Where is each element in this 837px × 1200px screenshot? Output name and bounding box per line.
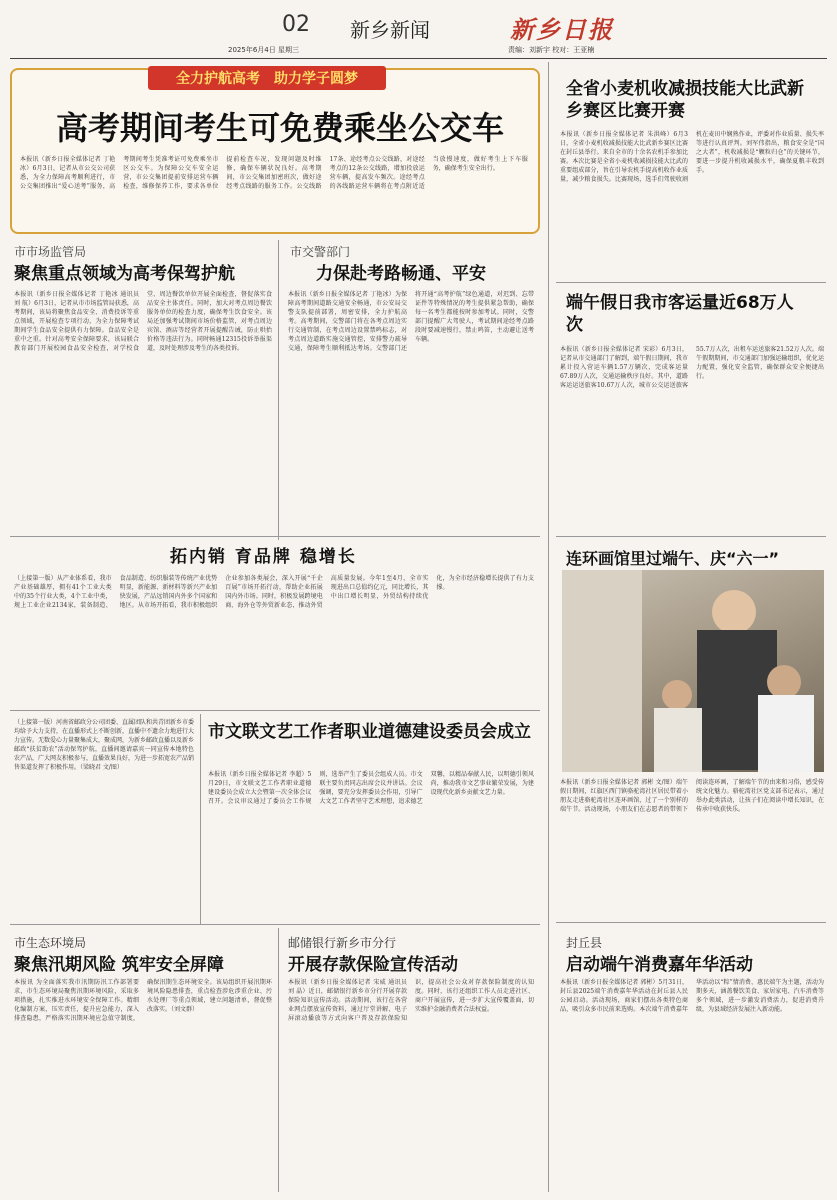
newspaper-logo: 新乡日报: [510, 15, 614, 44]
bottom-left-body: 本报讯 为全面落实我市汛期防汛工作部署要求，市生态环境局聚焦汛期环境风险，采取多项措施，扎实推进水环境安全保障工作。精细化编制方案，压实责任，提升应急能力，深入排查隐患，严格落实汛期环境应急值守制度，确保汛期生态环境安全。该局组织开展汛期环境风险隐患排查，重点检查涉危涉重企业、污水处理厂等重点领域，建立问题清单，督促整改落实。（刘文群）: [14, 979, 272, 1022]
bottom-divider: [278, 928, 279, 1192]
mid2-body: 本报讯（新乡日报全媒体记者 李超）5月29日，市文联文艺工作者职业道德建设委员会成立大会暨第一次全体会议召开。会议审议通过了委员会工作规则，选举产生了委员会组成人员。市文联主要负责同志出席会议并讲话。会议强调，要充分发挥委员会作用，引导广大文艺工作者坚守艺术理想，追求德艺双馨，以精品奉献人民，以明德引领风尚，推动我市文艺事业繁荣发展，为建设现代化新乡贡献文艺力量。: [208, 771, 534, 805]
right-rule-2: [556, 536, 826, 537]
bottom-mid-headline: 开展存款保险宣传活动: [288, 955, 458, 975]
bottom-left-kicker: 市生态环境局: [14, 936, 87, 950]
lead-headline: 高考期间考生可免费乘坐公交车: [55, 109, 504, 147]
masthead-rule: [10, 58, 827, 59]
mid-kicker: 市交警部门: [290, 245, 351, 259]
feature-rule: [10, 536, 540, 537]
right-top-headline: 全省小麦机收减损技能大比武新乡赛区比赛开赛: [566, 79, 804, 121]
right-top-body: 本报讯（新乡日报全媒体记者 朱洪峰）6月3日，全省小麦机收减损技能大比武新乡赛区比赛在封丘县举行。来自全市的十余名农机手参加比赛。本次比赛是全省小麦机收减损技能大比武的重要组成部分，旨在引导农机手提高机收作业质量，减少粮食损失。比赛现场，选手们驾驶收割机在麦田中娴熟作业，评委对作业质量、损失率等进行认真评判。刘军伟指出，粮食安全是“国之大者”，机收减损是“颗粒归仓”的关键环节，要进一步提升机收减损水平，确保夏粮丰收到手。: [560, 131, 824, 183]
row4-divider: [200, 714, 201, 924]
mid2-headline: 市文联文艺工作者职业道德建设委员会成立: [208, 722, 531, 742]
bottom-right-kicker: 封丘县: [566, 936, 603, 950]
bottom-right-body: 本报讯（新乡日报全媒体记者 郭彬）5月31日，封丘县2025端午消费嘉年华活动在封丘县人民公园启动。活动现场，商家们摆出各类特色商品，吸引众多市民前来选购。本次端午消费嘉年华活动以“粽”情消费、惠民端午为主题，活动为期多天，涵盖餐饮美食、家居家电、汽车消费等多个领域，进一步激发消费活力，促进消费升级，为县域经济发展注入新动能。: [560, 979, 824, 1013]
mid-headline: 力保赴考路畅通、平安: [316, 264, 486, 284]
feature-bottom-rule: [10, 710, 540, 711]
right-rule-1: [556, 282, 826, 283]
photo-story-image: [562, 570, 824, 772]
row4-bottom-rule: [10, 924, 540, 925]
left-headline: 聚焦重点领域为高考保驾护航: [14, 264, 235, 284]
bottom-mid-body: 本报讯（新乡日报全媒体记者 宋威 通讯员 刘 晶）近日，邮储银行新乡市分行开展存款保险知识宣传活动。活动期间，该行在各营业网点摆放宣传资料，通过厅堂讲解、电子屏滚动播放等方式向客户普及存款保险知识，提高社会公众对存款保险制度的认知度。同时，该行还组织工作人员走进社区、商户开展宣传，进一步扩大宣传覆盖面，切实维护金融消费者合法权益。: [288, 979, 534, 1022]
photo-story-body: 本报讯（新乡日报全媒体记者 郭彬 文/图）端午假日期间，红旗区西门镇骆驼湾社区居民带着小朋友走进骆驼湾社区连环画馆，过了一个别样的端午节。活动现场，小朋友们在志愿者的带领下阅读连环画，了解端午节的由来和习俗，感受传统文化魅力。骆驼湾社区党支部书记表示，通过举办此类活动，让孩子们在阅读中增长知识，在传承中收获快乐。: [560, 779, 824, 813]
feature-body: （上接第一版）从产业体系看，我市产业基础雄厚，拥有41个工业大类中的35个行业大类，4个工业中类，规上工业企业2134家，装备制造、食品制造、纺织服装等传统产业优势明显，新能源、新材料等新兴产业加快发展，产品远销国内外多个国家和地区。从市场开拓看，我市积极组织企业参加各类展会，深入开展“千企百展”市场开拓行动，帮助企业拓展国内外市场。同时，积极发展跨境电商、海外仓等外贸新业态，推动外贸高质量发展。今年1至4月，全市实现进出口总值约亿元，同比增长，其中出口增长明显，外贸结构持续优化，为全市经济稳增长提供了有力支撑。: [14, 575, 534, 609]
right-mid-body: 本报讯（新乡日报全媒体记者 宋彩）6月3日，记者从市交通部门了解到，端午假日期间，我市累计投入营运车辆1.57万辆次，完成客运量67.89万人次，交通运输秩序良好。其中，道路客运运送旅客10.67万人次，城市公交运送旅客55.7万人次，出租车运送旅客21.52万人次。端午假期期间，市交通部门加强运输组织，优化运力配置，强化安全监管，确保群众安全便捷出行。: [560, 346, 824, 389]
page-number: 02: [282, 12, 310, 37]
photo-story-headline: 连环画馆里过端午、庆“六一”: [566, 549, 780, 568]
lead-banner: [148, 66, 386, 90]
banner-right: 助力学子圆梦: [274, 71, 358, 87]
editor-credit: 责编：刘新宇 校对：王亚楠: [508, 46, 595, 54]
right-divider: [548, 62, 549, 1192]
column-divider: [278, 240, 279, 540]
right-rule-3: [556, 922, 826, 923]
left2-body: （上接第一版）河南省邮政分公司团委、直属团队和共青团新乡市委均给予大力支持，在直播形式上不断创新，直播中不遗余力地进行大力宣传。无数爱心力量聚集成大，聚成网，为新乡邮政直播以及新乡邮政“扶贫助农”活动保驾护航，直播间邀请嘉宾一同宣传本地特色农产品，广大网友积极参与，直播效果良好，为进一步拓宽农产品销售渠道发挥了积极作用。（梁晓君 文/图）: [14, 719, 194, 771]
right-mid-headline: 端午假日我市客运量近68万人次: [566, 293, 794, 335]
lead-body: 本报讯（新乡日报全媒体记者 丁艳冰）6月3日，记者从市公交公司获悉，为全力保障高考顺利进行，市公交集团推出“爱心送考”服务，高考期间考生凭准考证可免费乘坐市区公交车。为保障公交车安全运营，市公交集团提前安排运营车辆检查，维修保养工作，要求各单位提前检查车况，发现问题及时维修，确保车辆状况良好。高考期间，市公交集团加密班次，做好途经考点线路的服务工作。公交线路17条、途经考点公交线路，对途经考点的12条公交线路，增加投放运营车辆，提高发车频次。途经考点的各线路运营车辆将在考点附近适当放慢速度，做好考生上下车服务，确保考生安全出行。: [20, 156, 528, 190]
issue-date: 2025年6月4日 星期三: [228, 46, 299, 54]
banner-left: 全力护航高考: [176, 71, 260, 87]
left-body: 本报讯（新乡日报全媒体记者 丁艳冰 通讯员 刘 航）6月3日，记者从市市场监管局获悉，高考期间，该局将聚焦食品安全、消费投诉等重点领域，开展检查专项行动，为全力保障考试期间学生食品安全提供有力保障。食品安全是重中之重。针对高考安全保障要求，该局联合教育部门开展校园食品安全检查，对学校食堂、周边餐饮单位开展全面检查，督促落实食品安全主体责任。同时，加大对考点周边餐饮服务单位的检查力度，确保考生饮食安全。该局还加强考试期间市场价格监管，对考点周边宾馆、酒店等经营者开展提醒告诫，防止哄抬价格等违法行为。同时畅通12315投诉举报渠道，及时处理涉及考生的各类投诉。: [14, 291, 272, 352]
bottom-left-headline: 聚焦汛期风险 筑牢安全屏障: [14, 955, 224, 975]
left-kicker: 市市场监管局: [14, 245, 87, 259]
feature-headline: 拓内销 育品牌 稳增长: [170, 547, 357, 567]
bottom-right-headline: 启动端午消费嘉年华活动: [566, 955, 753, 975]
mid-body: 本报讯（新乡日报全媒体记者 丁艳冰）为保障高考期间道路交通安全畅通，市公安局交警支队提前部署，周密安排，全力护航高考。高考期间，交警部门将在各考点周边实行交通管制，在考点周边设置禁鸣标志，对考点周边道路实施交通管控，安排警力疏导交通，保障考生顺利抵达考场。交警部门还将开通“高考护航”绿色通道，对迟到、忘带证件等特殊情况的考生提供紧急帮助，确保每一名考生都能按时参加考试。同时，交警部门提醒广大驾驶人，考试期间途经考点路段时要减速慢行，禁止鸣笛，主动避让送考车辆。: [288, 291, 534, 352]
bottom-mid-kicker: 邮储银行新乡市分行: [288, 936, 397, 950]
section-title: 新乡新闻: [350, 18, 430, 42]
